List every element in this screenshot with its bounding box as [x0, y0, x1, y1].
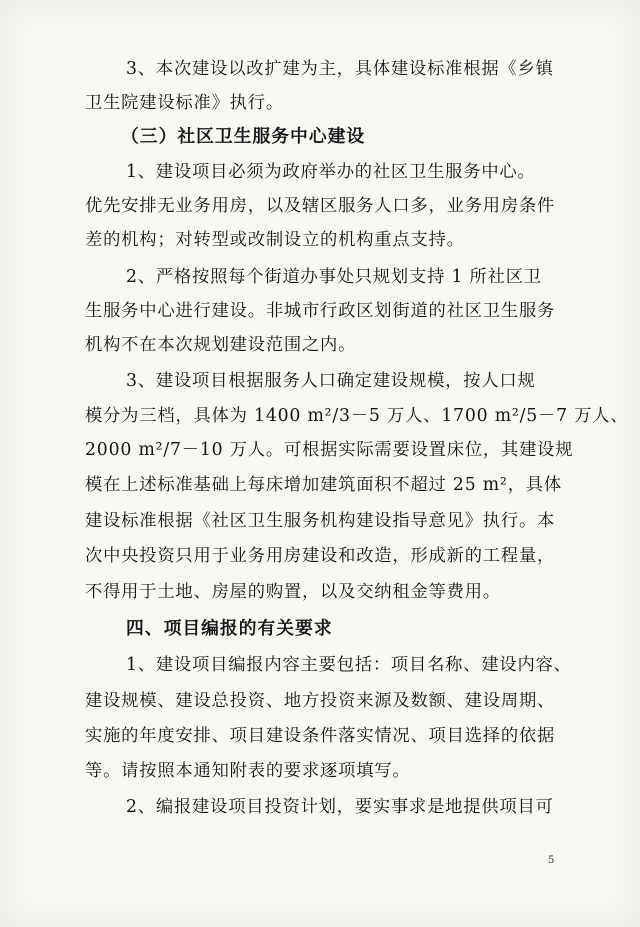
paragraph-line: 2000 m²/7－10 万人。可根据实际需要设置床位，其建设规 — [85, 440, 574, 460]
section-heading: （三）社区卫生服务中心建设 — [121, 126, 366, 147]
paragraph-line: 2、严格按照每个街道办事处只规划支持 1 所社区卫 — [126, 267, 542, 287]
paragraph-line: 模在上述标准基础上每床增加建筑面积不超过 25 m²，具体 — [85, 475, 562, 495]
paragraph-line: 实施的年度安排、项目建设条件落实情况、项目选择的依据 — [85, 726, 556, 746]
paragraph-line: 生服务中心进行建设。非城市行政区划街道的社区卫生服务 — [85, 301, 556, 321]
paragraph-line: 3、本次建设以改扩建为主，具体建设标准根据《乡镇 — [126, 59, 554, 79]
paragraph-line: 优先安排无业务用房，以及辖区服务人口多，业务用房条件 — [85, 196, 556, 216]
paragraph-line: 不得用于土地、房屋的购置，以及交纳租金等费用。 — [85, 582, 501, 602]
paragraph-line: 1、建设项目必须为政府举办的社区卫生服务中心。 — [126, 162, 536, 182]
paragraph-line: 等。请按照本通知附表的要求逐项填写。 — [85, 761, 411, 781]
paragraph-line: 卫生院建设标准》执行。 — [85, 93, 284, 113]
paragraph-line: 次中央投资只用于业务用房建设和改造，形成新的工程量， — [85, 546, 556, 566]
paragraph-line: 1、建设项目编报内容主要包括：项目名称、建设内容、 — [126, 655, 572, 675]
paragraph-line: 建设标准根据《社区卫生服务机构建设指导意见》执行。本 — [85, 511, 556, 531]
page-number: 5 — [548, 855, 555, 866]
paragraph-line: 2、编报建设项目投资计划，要实事求是地提供项目可 — [126, 797, 554, 817]
paragraph-line: 建设规模、建设总投资、地方投资来源及数额、建设周期、 — [85, 691, 556, 711]
paragraph-line: 差的机构；对转型或改制设立的机构重点支持。 — [85, 230, 465, 250]
paragraph-line: 机构不在本次规划建设范围之内。 — [85, 335, 357, 355]
paragraph-line: 3、建设项目根据服务人口确定建设规模，按人口规 — [126, 371, 536, 391]
paragraph-line: 模分为三档，具体为 1400 m²/3－5 万人、1700 m²/5－7 万人、 — [85, 406, 629, 426]
section-heading: 四、项目编报的有关要求 — [126, 618, 333, 639]
